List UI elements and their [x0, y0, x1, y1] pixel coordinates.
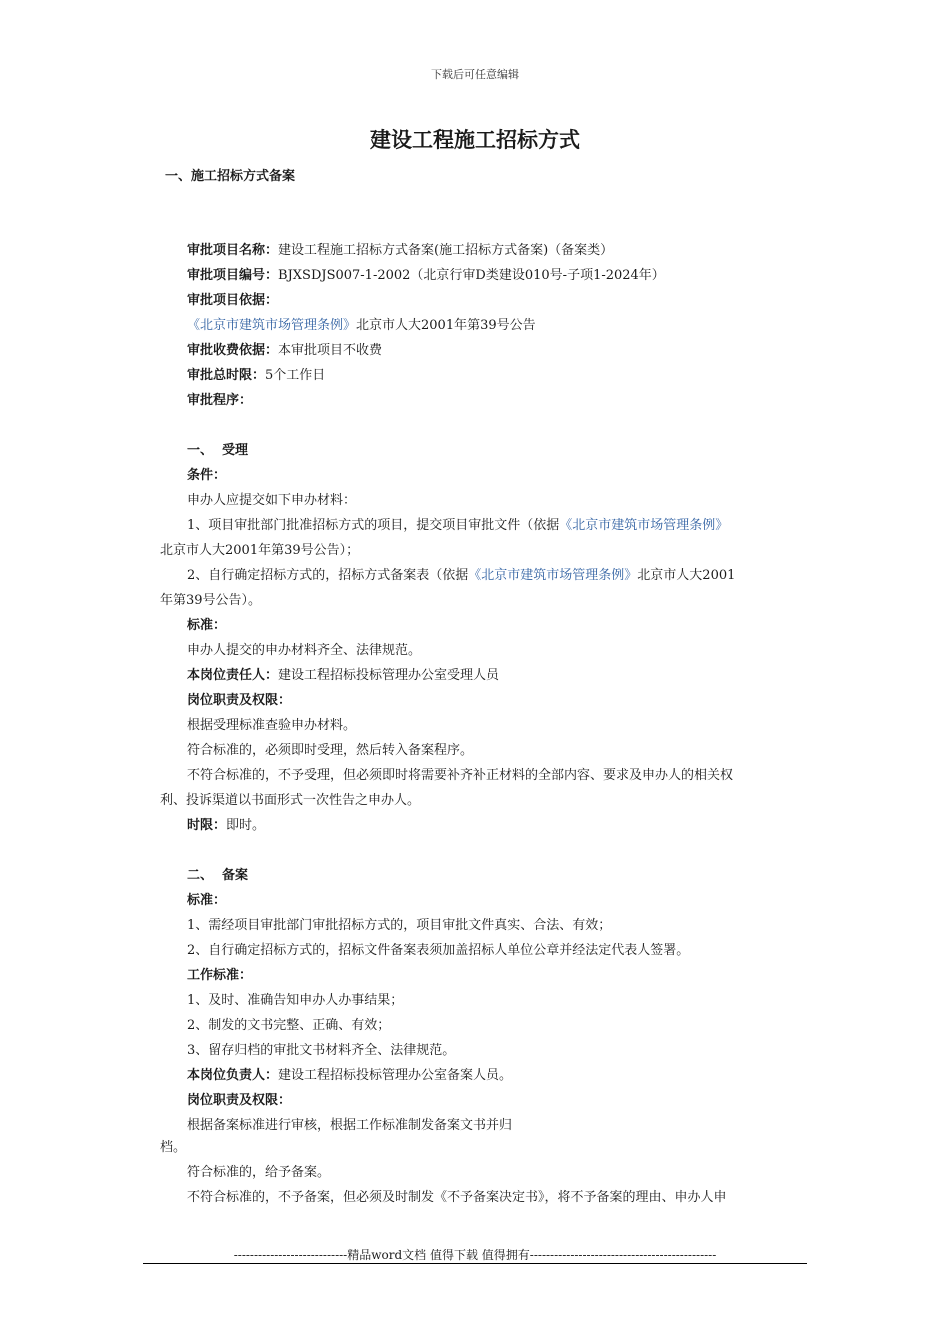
basis-rest: 北京市人大2001年第39号公告	[356, 318, 536, 333]
fee-label: 审批收费依据：	[187, 343, 279, 358]
step1-heading: 一、 受理	[187, 443, 249, 458]
step1-standard-label: 标准：	[187, 618, 227, 633]
fee-value: 本审批项目不收费	[278, 343, 383, 358]
time-limit-row	[187, 368, 325, 384]
project-code-row	[187, 268, 665, 284]
step2-standard-label: 标准：	[187, 893, 227, 908]
step1-duty3-line2: 利、投诉渠道以书面形式一次性告之申办人。	[160, 793, 421, 808]
project-name-value: 建设工程施工招标方式备案(施工招标方式备案)（备案类）	[278, 243, 614, 258]
step1-item2-text: 2、自行确定招标方式的，招标方式备案表（依据	[187, 568, 469, 583]
step1-item1-line2: 北京市人大2001年第39号公告）；	[160, 543, 360, 558]
step1-duty-label: 岗位职责及权限：	[187, 693, 292, 708]
step1-duty1: 根据受理标准查验申办材料。	[187, 718, 357, 733]
project-name-row	[187, 243, 613, 259]
step1-item2-line2: 年第39号公告）。	[160, 593, 262, 608]
step2-standard2: 2、自行确定招标方式的，招标文件备案表须加盖招标人单位公章并经法定代表人签署。	[187, 943, 690, 958]
step1-condition-label: 条件：	[187, 468, 227, 483]
step2-work2: 2、制发的文书完整、正确、有效；	[187, 1018, 391, 1033]
step1-time-limit-label: 时限：	[187, 818, 227, 833]
step2-standard1: 1、需经项目审批部门审批招标方式的，项目审批文件真实、合法、有效；	[187, 918, 612, 933]
project-name-label: 审批项目名称：	[187, 243, 279, 258]
step1-item1-text: 1、项目审批部门批准招标方式的项目，提交项目审批文件（依据	[187, 518, 560, 533]
footer-rule	[143, 1263, 807, 1264]
project-code-label: 审批项目编号：	[187, 268, 279, 283]
step1-responsible-row	[187, 668, 499, 684]
document-title: 建设工程施工招标方式	[370, 128, 580, 152]
step2-duty-label: 岗位职责及权限：	[187, 1093, 292, 1108]
step2-duty1-line1: 根据备案标准进行审核，根据工作标准制发备案文书并归	[187, 1118, 513, 1133]
step2-responsible-row	[187, 1068, 512, 1084]
regulation-link[interactable]: 《北京市建筑市场管理条例》	[559, 518, 729, 533]
step2-work3: 3、留存归档的审批文书材料齐全、法律规范。	[187, 1043, 456, 1058]
step1-intro: 申办人应提交如下申办材料：	[187, 493, 357, 508]
download-note: 下载后可任意编辑	[431, 68, 519, 81]
procedure-label: 审批程序：	[187, 393, 253, 408]
step1-responsible-label: 本岗位责任人：	[187, 668, 279, 683]
step2-duty2: 符合标准的，给予备案。	[187, 1165, 331, 1180]
step1-responsible-value: 建设工程招标投标管理办公室受理人员	[278, 668, 500, 683]
step2-work-standard-label: 工作标准：	[187, 968, 253, 983]
project-basis-label: 审批项目依据：	[187, 293, 279, 308]
step2-responsible-value: 建设工程招标投标管理办公室备案人员。	[278, 1068, 513, 1083]
section-heading: 一、施工招标方式备案	[165, 169, 296, 184]
step1-time-limit-row	[187, 818, 265, 834]
time-limit-label: 审批总时限：	[187, 368, 266, 383]
step2-duty3: 不符合标准的，不予备案，但必须及时制发《不予备案决定书》，将不予备案的理由、申办人申	[187, 1190, 727, 1205]
step2-heading: 二、 备案	[187, 868, 249, 883]
project-basis-row	[187, 318, 536, 334]
step2-duty1-line2: 档。	[160, 1140, 187, 1155]
step1-duty2: 符合标准的，必须即时受理，然后转入备案程序。	[187, 743, 474, 758]
time-limit-value: 5个工作日	[265, 368, 326, 383]
step2-responsible-label: 本岗位负责人：	[187, 1068, 279, 1083]
step1-item1-line1	[187, 518, 728, 534]
regulation-link[interactable]: 《北京市建筑市场管理条例》	[187, 318, 357, 333]
step2-work1: 1、及时、准确告知申办人办事结果；	[187, 993, 404, 1008]
footer-banner: ----------------------------精品word文档 值得下载 值得拥有----------------------------------------------	[233, 1248, 717, 1262]
step1-item2-line1	[187, 568, 735, 584]
step1-duty3-line1: 不符合标准的，不予受理，但必须即时将需要补齐补正材料的全部内容、要求及申办人的相关权	[187, 768, 734, 783]
regulation-link[interactable]: 《北京市建筑市场管理条例》	[468, 568, 638, 583]
step1-item2-rest: 北京市人大2001	[637, 568, 736, 583]
fee-row	[187, 343, 382, 359]
step1-time-limit-value: 即时。	[226, 818, 266, 833]
project-code-value: BJXSDJS007-1-2002（北京行审D类建设010号-子项1-2024年）	[278, 268, 665, 283]
step1-standard-text: 申办人提交的申办材料齐全、法律规范。	[187, 643, 422, 658]
